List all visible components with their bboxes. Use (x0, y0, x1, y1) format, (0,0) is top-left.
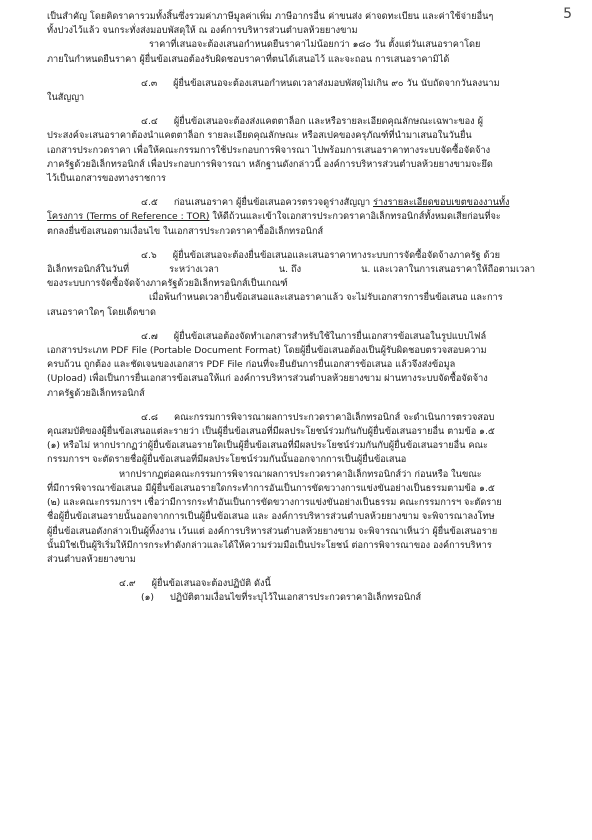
text-line: ที่มีการพิจารณาข้อเสนอ มีผู้ยื่นข้อเสนอรายใดกระทำการอันเป็นการขัดขวางการแข่งขันอย่างเป็นธรรมตามข้อ ๑.๕ (47, 482, 495, 494)
text-line: ก่อนเสนอราคา ผู้ยื่นข้อเสนอควรตรวจดูร่างสัญญา (173, 197, 374, 209)
text-line: กรรมการฯ จะตัดรายชื่อผู้ยื่นข้อเสนอที่มีผลประโยชน์ร่วมกันนั้นออกจากการเป็นผู้ยื่นข้อเสนอ (47, 454, 407, 466)
clause-4-5 (141, 196, 557, 210)
clause-number: ๔.๓ (141, 77, 158, 89)
text-line: ตกลงยื่นข้อเสนอตามเงื่อนไข ในเอกสารประกวดราคาซื้ออิเล็กทรอนิกส์ (47, 225, 324, 237)
clause-4-6 (141, 249, 557, 263)
text-line: ประสงค์จะเสนอราคาต้องนำแคตตาล็อก รายละเอียดคุณลักษณะ หรือสเปคของครุภัณฑ์ที่นำมาเสนอในวันยื่น (47, 130, 472, 142)
clause-number: (๑) (141, 592, 155, 604)
text-line: ไว้เป็นเอกสารของทางราชการ (47, 173, 166, 185)
text-line: นั้นมิใช่เป็นผู้ริเริ่มให้มีการกระทำดังกล่าวและได้ให้ความร่วมมือเป็นประโยชน์ ต่อการพิจารณาของ องค์การบริหาร (47, 539, 492, 551)
text-line (47, 210, 557, 224)
text-line: ปฏิบัติตามเงื่อนไขที่ระบุไว้ในเอกสารประกวดราคาอิเล็กทรอนิกส์ (170, 592, 422, 604)
clause-4-3 (141, 77, 557, 91)
text-line: หากปรากฏต่อคณะกรรมการพิจารณาผลการประกวดราคาอิเล็กทรอนิกส์ว่า ก่อนหรือ ในขณะ (119, 468, 482, 480)
clause-4-9 (119, 577, 557, 591)
text-line: ส่วนตำบลห้วยยางขาม (47, 553, 136, 565)
tor-underlined-text: โครงการ (Terms of Reference : TOR) (47, 211, 210, 223)
page-number: 5 (563, 6, 572, 22)
text-line: ผู้ยื่นข้อเสนอดังกล่าวเป็นผู้ทิ้งงาน เว้นแต่ องค์การบริหารส่วนตำบลห้วยยางขาม จะพิจารณาเห็นว่า ผู้ยื่นข้อเสนอราย (47, 525, 498, 537)
text-line: เป็นสำคัญ โดยคิดราคารวมทั้งสิ้นซึ่งรวมค่าภาษีมูลค่าเพิ่ม ภาษีอากรอื่น ค่าขนส่ง ค่าจดทะเบียน และค่าใช้จ่ายอื่นๆ (47, 11, 494, 22)
text-line: ในสัญญา (47, 92, 85, 104)
text-line: คุณสมบัติของผู้ยื่นข้อเสนอแต่ละรายว่า เป็นผู้ยื่นข้อเสนอที่มีผลประโยชน์ร่วมกันกับผู้ยื่นข้อเสนอรายอื่น ตามข้อ ๑.๕ (47, 426, 495, 438)
clause-number: ๔.๔ (141, 116, 158, 128)
text-span: อิเล็กทรอนิกส์ในวันที่ (47, 264, 130, 276)
text-line: ภาครัฐด้วยอิเล็กทรอนิกส์ เพื่อประกอบการพิจารณา หลักฐานดังกล่าวนี้ องค์การบริหารส่วนตำบลห้วยยางขามจะยึด (47, 158, 493, 170)
text-line: ผู้ยื่นข้อเสนอจะต้องยื่นข้อเสนอและเสนอราคาทางระบบการจัดซื้อจัดจ้างภาครัฐ ด้วย (172, 249, 501, 261)
clause-number: ๔.๕ (141, 197, 158, 209)
text-line: ภาครัฐด้วยอิเล็กทรอนิกส์ (47, 387, 145, 399)
text-line: ผู้ยื่นข้อเสนอต้องจัดทำเอกสารสำหรับใช้ในการยื่นเอกสารข้อเสนอในรูปแบบไฟล์ (173, 330, 487, 342)
text-line: (๑) หรือไม่ หากปรากฏว่าผู้ยื่นข้อเสนอรายใดเป็นผู้ยื่นข้อเสนอที่มีผลประโยชน์ร่วมกันกับผู้ยื่นข้อเสนอรายอื่น คณะ (47, 440, 488, 452)
text-span: ให้ดีถ้วนและเข้าใจเอกสารประกวดราคาอิเล็กทรอนิกส์ทั้งหมดเสียก่อนที่จะ (209, 211, 501, 223)
clause-number: ๔.๘ (141, 411, 158, 423)
text-line: (Upload) เพื่อเป็นการยื่นเอกสารข้อเสนอให้แก่ องค์การบริหารส่วนตำบลห้วยยางขาม ผ่านทางระบบจัดซื้อจัดจ้าง (47, 373, 488, 385)
text-line: ราคาที่เสนอจะต้องเสนอกำหนดยืนราคาไม่น้อยกว่า ๑๘๐ วัน ตั้งแต่วันเสนอราคาโดย (149, 39, 481, 51)
clause-4-7 (141, 330, 557, 344)
text-line: ทั้งปวงไว้แล้ว จนกระทั่งส่งมอบพัสดุให้ ณ องค์การบริหารส่วนตำบลห้วยยางขาม (47, 25, 358, 37)
text-line: ของระบบการจัดซื้อจัดจ้างภาครัฐด้วยอิเล็กทรอนิกส์เป็นเกณฑ์ (47, 278, 288, 290)
text-line: ชื่อผู้ยื่นข้อเสนอรายนั้นออกจากการเป็นผู้ยื่นข้อเสนอ และ องค์การบริหารส่วนตำบลห้วยยางขาม จะพิจารณาลงโทษ (47, 511, 495, 523)
tor-underlined-text: ร่างรายละเอียดขอบเขตของงานทั้ง (373, 197, 510, 209)
text-line: เสนอราคาใดๆ โดยเด็ดขาด (47, 306, 157, 318)
text-line: คณะกรรมการพิจารณาผลการประกวดราคาอิเล็กทรอนิกส์ จะดำเนินการตรวจสอบ (173, 411, 495, 423)
text-line: ผู้ยื่นข้อเสนอจะต้องปฏิบัติ ดังนี้ (151, 578, 271, 590)
clause-number: ๔.๖ (141, 249, 157, 261)
clause-number: ๔.๙ (119, 578, 136, 590)
clause-number: ๔.๗ (141, 330, 158, 342)
text-line: เอกสารประกวดราคา เพื่อให้คณะกรรมการใช้ประกอบการพิจารณา ไปพร้อมการเสนอราคาทางระบบจัดซื้อจัดจ้าง (47, 144, 491, 156)
sub-clause-1 (141, 591, 557, 605)
text-line: (๒) และคณะกรรมการฯ เชื่อว่ามีการกระทำอันเป็นการขัดขวางการแข่งขันอย่างเป็นธรรม คณะกรรมการฯ จะตัดราย (47, 497, 502, 509)
text-line: ผู้ยื่นข้อเสนอจะต้องส่งแคตตาล็อก และหรือรายละเอียดคุณลักษณะเฉพาะของ ผู้ (173, 116, 483, 128)
text-line: ภายในกำหนดยืนราคา ผู้ยื่นข้อเสนอต้องรับผิดชอบราคาที่ตนได้เสนอไว้ และจะถอน การเสนอราคามิได้ (47, 53, 450, 65)
text-line: เอกสารประเภท PDF File (Portable Document Format) โดยผู้ยื่นข้อเสนอต้องเป็นผู้รับผิดชอบตรวจสอบความ (47, 345, 487, 357)
text-line: ครบถ้วน ถูกต้อง และชัดเจนของเอกสาร PDF File ก่อนที่จะยืนยันการยื่นเอกสารข้อเสนอ แล้วจึงส่งข้อมูล (47, 359, 456, 371)
clause-4-8 (141, 411, 557, 425)
clause-4-4 (141, 115, 557, 129)
text-span: น. ถึง (278, 264, 302, 276)
text-line: เมื่อพ้นกำหนดเวลายื่นข้อเสนอและเสนอราคาแล้ว จะไม่รับเอกสารการยื่นข้อเสนอ และการ (149, 292, 503, 304)
text-span: ระหว่างเวลา (169, 264, 219, 276)
text-line (47, 263, 557, 277)
document-body (47, 10, 557, 606)
text-span: น. และเวลาในการเสนอราคาให้ถือตามเวลา (361, 264, 536, 276)
text-line: ผู้ยื่นข้อเสนอจะต้องเสนอกำหนดเวลาส่งมอบพัสดุไม่เกิน ๙๐ วัน นับถัดจากวันลงนาม (173, 77, 500, 89)
